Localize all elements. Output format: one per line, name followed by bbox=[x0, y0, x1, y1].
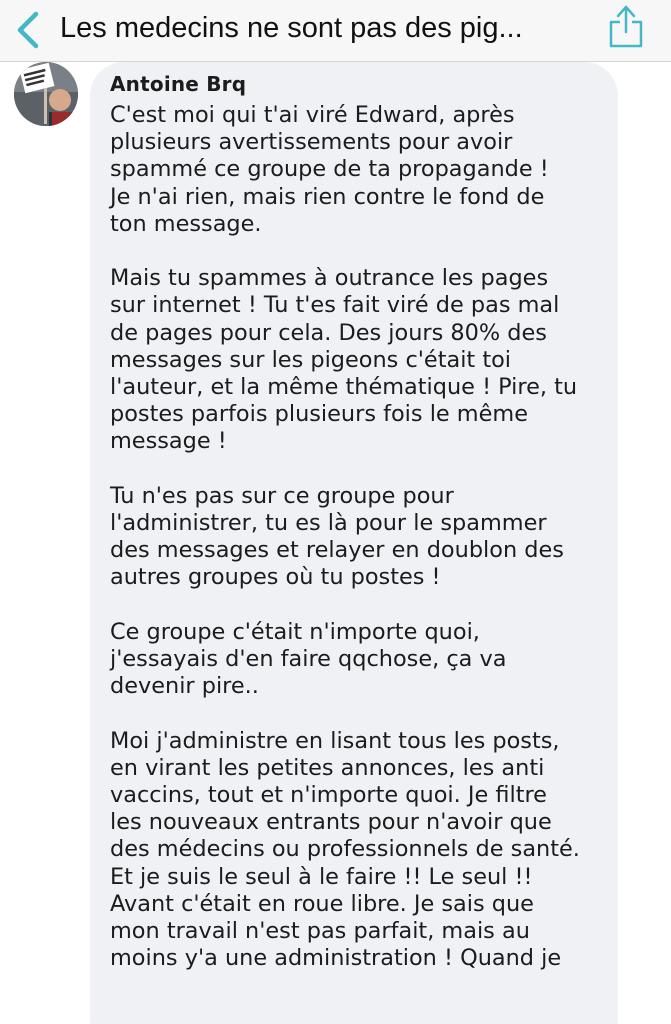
comment-paragraph: Moi j'administre en lisant tous les posts, en virant les petites annonces, les anti vaccins, tout et n'importe quoi. Je filtre les nouveaux entrants pour n'avoir que des médecins ou professionnels de santé. Et je suis le seul à le faire !! Le seul !! Avant c'était en roue libre. Je sais que mon travail n'est pas parfait, mais au moins y'a une administration ! Quand je bbox=[110, 727, 580, 972]
comment-paragraph: Tu n'es pas sur ce groupe pour l'administrer, tu es là pour le spammer des messages et relayer en doublon des autres groupes où tu postes ! bbox=[110, 482, 564, 591]
comment-text bbox=[110, 102, 598, 972]
comment-bubble bbox=[90, 62, 618, 1024]
page-title: Les medecins ne sont pas des pig... bbox=[60, 12, 523, 44]
avatar[interactable] bbox=[14, 62, 78, 126]
share-icon bbox=[608, 2, 644, 50]
chevron-left-icon bbox=[14, 10, 44, 50]
navigation-bar bbox=[0, 0, 671, 62]
comment-paragraph: Ce groupe c'était n'importe quoi, j'essayais d'en faire qqchose, ça va devenir pire.. bbox=[110, 618, 507, 700]
profile-photo-icon bbox=[14, 62, 78, 126]
comment-author[interactable]: Antoine Brq bbox=[110, 72, 247, 96]
back-button[interactable] bbox=[8, 0, 52, 60]
share-button[interactable] bbox=[600, 0, 652, 60]
comment-paragraph: Mais tu spammes à outrance les pages sur internet ! Tu t'es fait viré de pas mal de pages pour cela. Des jours 80% des messages sur les pigeons c'était toi l'auteur, et la même thématique ! Pire, tu postes parfois plusieurs fois le même message ! bbox=[110, 265, 578, 455]
comment-paragraph: C'est moi qui t'ai viré Edward, après plusieurs avertissements pour avoir spammé ce groupe de ta propagande ! Je n'ai rien, mais rien contre le fond de ton message. bbox=[110, 102, 549, 237]
